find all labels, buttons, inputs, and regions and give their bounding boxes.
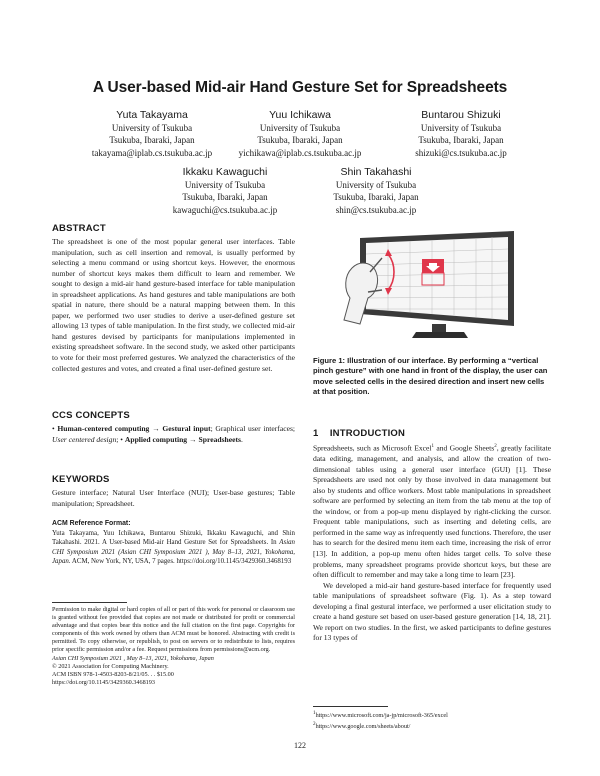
permission-isbn: ACM ISBN 978-1-4503-8203-8/21/05. . . $15.00 [52, 670, 174, 678]
author-name: Yuta Takayama [116, 109, 188, 121]
author-name: Shin Takahashi [340, 166, 412, 178]
author-email: takayama@iplab.cs.tsukuba.ac.jp [91, 147, 213, 158]
ccs-text: ; Graphical user interfaces; [210, 424, 296, 433]
reference-venue: Asian CHI Symposium 2021 (Asian CHI Symposium 2021 ), May 8–13, 2021, Yokohama, Japan. [52, 539, 295, 565]
permission-block [52, 606, 295, 687]
intro-text [313, 442, 551, 644]
permission-copyright: © 2021 Association for Computing Machinery. [52, 662, 169, 670]
figure-caption: Figure 1: Illustration of our interface. By performing a “vertical pinch gesture” with one hand in front of the display, the user can move selected cells in the desired direction and insert new cells at that position. [313, 356, 548, 397]
reference-heading: ACM Reference Format: [52, 520, 131, 527]
reference-format [52, 529, 295, 566]
ccs-text: . [241, 434, 243, 444]
ccs-term: User centered design [52, 434, 117, 444]
ccs-term: Gestural input [162, 424, 211, 433]
ccs-term: Human-centered computing [57, 424, 150, 433]
intro-paragraph: We developed a mid-air hand gesture-based interface for frequently used table manipulations of spreadsheet software (Fig. 1). As a step toward developing a final gestural interface, we performed a user elicitation study to create a hand gesture set based on user-based gesture generation [14, 18, 21]. We report on two studies. In the first, we asked participants to define gestures for 13 types of [313, 580, 551, 643]
arrow-icon: → [152, 424, 160, 433]
monitor-stand [432, 324, 446, 332]
author-block [361, 108, 561, 159]
author-affiliation: University of Tsukuba [184, 180, 266, 190]
intro-text-span: and Google Sheets [433, 443, 495, 453]
author-name: Ikkaku Kawaguchi [182, 166, 268, 178]
paper-title: A User-based Mid-air Hand Gesture Set for Spreadsheets [92, 79, 508, 96]
keywords-heading: KEYWORDS [52, 474, 110, 485]
ccs-text: ; [116, 434, 119, 444]
keywords-text: Gesture interface; Natural User Interface (NUI); User-base gestures; Table manipulation; Spreadsheet. [52, 488, 295, 508]
author-affiliation: University of Tsukuba [259, 123, 341, 133]
author-affiliation: University of Tsukuba [335, 180, 417, 190]
abstract-heading: ABSTRACT [52, 223, 106, 234]
page-number: 122 [294, 741, 306, 750]
footnote-rule [313, 706, 388, 707]
author-email: shin@cs.tsukuba.ac.jp [335, 204, 417, 215]
arrow-icon: → [189, 434, 197, 444]
intro-text-span: Spreadsheets, such as Microsoft Excel [313, 443, 432, 453]
footnote [313, 709, 551, 720]
section-title: INTRODUCTION [329, 428, 406, 439]
section-number: 1 [313, 428, 319, 439]
footnote-rule [52, 602, 127, 603]
ccs-heading: CCS CONCEPTS [52, 410, 130, 421]
footnote-number: 2 [313, 721, 316, 728]
author-location: Tsukuba, Ibaraki, Japan [418, 135, 504, 146]
bullet: • [120, 434, 123, 444]
author-location: Tsukuba, Ibaraki, Japan [333, 192, 419, 203]
author-name: Yuu Ichikawa [269, 109, 331, 121]
footnote-marker: 1 [431, 444, 434, 449]
abstract-text: The spreadsheet is one of the most popular general user interfaces. Table manipulation, such as cell insertion and removal, is usually performed by selecting a menu command or using shortcut keys. However, the enormous number of shortcut keys makes them difficult to learn and remember. We sought to design a mid-air hand gesture-based interface for table manipulation in spreadsheet applications. As hand gestures and table manipulations are both spatial in nature, there should be a natural mapping between them. In this paper, we performed two user studies to derive a user-defined gesture set allowing 13 types of table manipulation. In the first study, we collected mid-air hand gestures devised by participants for manipulations implemented in existing spreadsheet software. In the second study, we asked other participants to vote for their most preferred gestures. We analyzed the characteristics of the collected gestures and votes, and created a final user-defined gesture set. [52, 237, 295, 373]
permission-doi: https://doi.org/10.1145/3429360.3468193 [52, 678, 155, 686]
figure-illustration [330, 228, 540, 348]
reference-text: Yuta Takayama, Yuu Ichikawa, Buntarou Shizuki, Ikkaku Kawaguchi, and Shin Takahashi. 2021. A User-based Mid-air Hand Gesture Set for Spreadsheets. In [52, 530, 295, 547]
footnote-text: https://www.microsoft.com/ja-jp/microsoft-365/excel [315, 712, 448, 720]
reference-text: ACM, New York, NY, USA, 7 pages. https://doi.org/10.1145/3429360.3468193 [71, 557, 292, 565]
permission-venue: Asian CHI Symposium 2021 , May 8–13, 2021, Yokohama, Japan [52, 654, 214, 662]
author-email: yichikawa@iplab.cs.tsukuba.ac.jp [238, 147, 362, 158]
author-block [276, 165, 476, 216]
author-location: Tsukuba, Ibaraki, Japan [257, 135, 343, 146]
author-email: shizuki@cs.tsukuba.ac.jp [415, 147, 507, 158]
footnote-number: 1 [313, 710, 316, 716]
footnote-text: https://www.google.com/sheets/about/ [315, 723, 411, 731]
author-name: Buntarou Shizuki [421, 109, 501, 121]
intro-heading [313, 428, 551, 439]
intro-paragraph [313, 442, 551, 581]
intro-text-span: , greatly facilitate data editing, management, and analysis, and allow the creation of two-dimensional tables using a general user interface (GUI) [1]. These Spreadsheets are used not only by those involved in data management but also by students and office workers. Most table manipulations in spreadsheet software are performed by selecting an item from the tab menu at the top of the window, or from a pop-up menu displayed by right-clicking the cursor. Frequent table manipulations, such as inserting and deleting cells, are performed in the same way as infrequently used functions. Therefore, the user has to search for the desired menu item each time, increasing the risk of error [13]. In addition, a pop-up menu often hides target cells. To solve these problems, many spreadsheet programs provide shortcut keys, but these are often difficult to remember and may take a long time to learn [23]. [313, 443, 552, 580]
ccs-term: Applied computing [124, 434, 188, 444]
permission-text: Permission to make digital or hard copies of all or part of this work for personal or classroom use is granted without fee provided that copies are not made or distributed for profit or commercial advantage and that copies bear this notice and the full citation on the first page. Copyrights for components of this work owned by others than ACM must be honored. Abstracting with credit is permitted. To copy otherwise, or republish, to post on servers or to redistribute to lists, requires prior specific permission and/or a fee. Request permissions from permissions@acm.org. [52, 606, 295, 654]
monitor-screen [366, 237, 508, 320]
ccs-term: Spreadsheets [198, 434, 241, 444]
author-location: Tsukuba, Ibaraki, Japan [182, 192, 268, 203]
footnote [313, 720, 551, 731]
bullet: • [52, 424, 55, 433]
footnotes [313, 709, 551, 731]
footnote-marker: 2 [494, 444, 497, 449]
monitor-base [412, 332, 468, 338]
author-affiliation: University of Tsukuba [111, 123, 193, 133]
ccs-concepts [52, 424, 295, 445]
author-affiliation: University of Tsukuba [420, 123, 502, 133]
author-location: Tsukuba, Ibaraki, Japan [109, 135, 195, 146]
author-email: kawaguchi@cs.tsukuba.ac.jp [172, 204, 278, 215]
